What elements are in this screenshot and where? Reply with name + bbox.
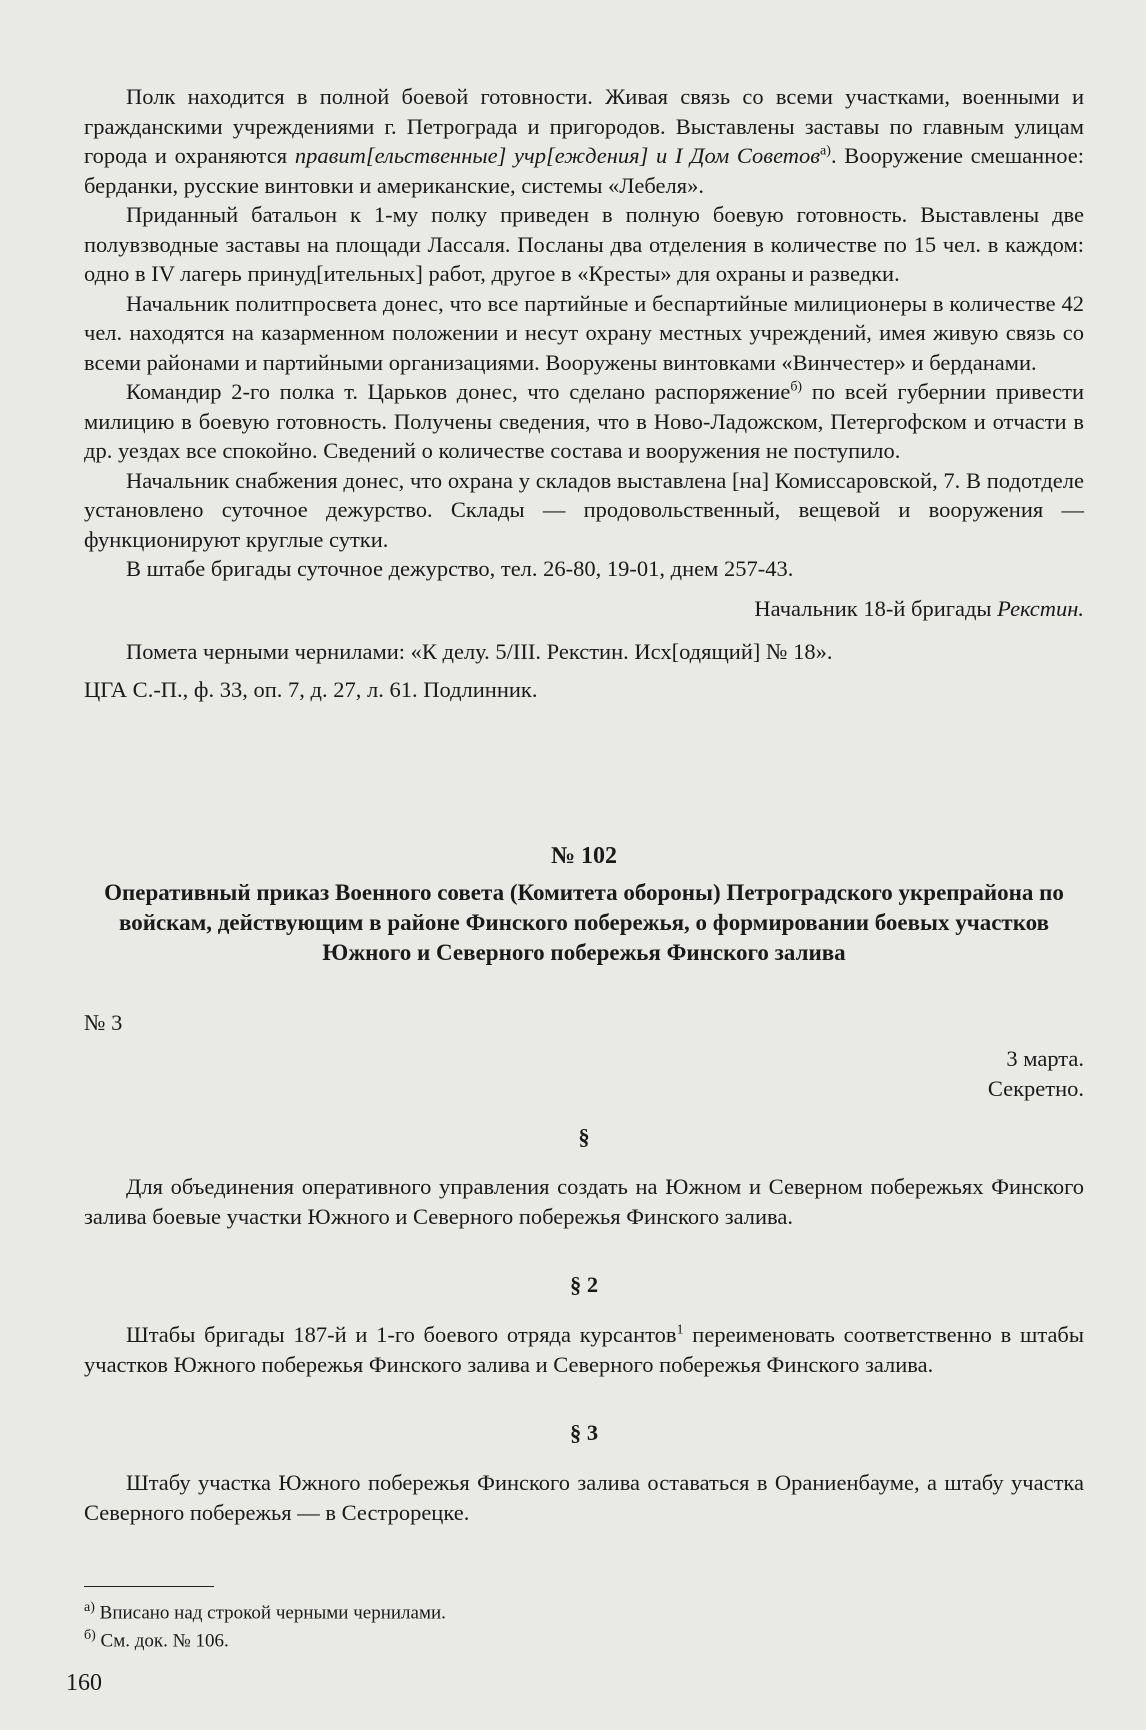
section-2-text: Штабы бригады 187-й и 1-го боевого отряда курсантов$^1$ переименовать соответственно в штабы участков Южного побережья Финского залива и Северного побережья Финского залива.	[84, 1322, 1084, 1377]
paragraph-5: Начальник снабжения донес, что охрана у складов выставлена [на] Комиссаровской, 7. В подотделе установлено суточное дежурство. Склады — продовольственный, вещевой и вооружения — функционируют круглые сутки.	[84, 467, 1084, 552]
section-3-text: Штабу участка Южного побережья Финского залива оставаться в Ораниенбауме, а штабу участка Северного побережья — в Сестрорецке.	[84, 1470, 1084, 1525]
footnote-b: $^{б)}$ См. док. № 106.	[84, 1628, 229, 1652]
paragraph-3: Начальник политпросвета донес, что все партийные и беспартийные милиционеры в количестве 42 чел. находятся на казарменном положении и несут охрану местных учреждений, имея живую связь со всеми районами и партийными организациями. Вооружены винтовками «Винчестер» и берданами.	[84, 290, 1084, 375]
paragraph-2: Приданный батальон к 1-му полку приведен в полную боевую готовность. Выставлены две полувзводные заставы на площади Лассаля. Посланы два отделения в количестве по 15 чел. в каждом: одно в IV лагерь принуд[ительных] работ, другое в «Кресты» для охраны и разведки.	[84, 202, 1084, 286]
section-2-heading: § 2	[569, 1272, 599, 1297]
archive-source: ЦГА С.-П., ф. 33, оп. 7, д. 27, л. 61. Подлинник.	[84, 676, 538, 702]
document-title: Оперативный приказ Военного совета (Комитета обороны) Петроградского укрепрайона по войскам, действующим в районе Финского побережья, о формировании боевых участков Южного и Северного побережья Финского залива	[104, 880, 1064, 965]
document-number: № 102	[550, 843, 618, 869]
page-number: 160	[66, 1670, 102, 1696]
paragraph-1: Полк находится в полной боевой готовности. Живая связь со всеми участками, военными и гражданскими учреждениями г. Петрограда и пригородов. Выставлены заставы по главным улицам города и охраняются правит[ельственные] учр[еждения] и I Дом Советов$^{а)}$. Вооружение смешанное: берданки, русские винтовки и американские, системы «Лебеля».	[84, 84, 1085, 198]
body-text-top	[84, 82, 1084, 704]
order-date: 3 марта.	[1006, 1046, 1084, 1071]
paragraph-6: В штабе бригады суточное дежурство, тел. 26-80, 19-01, днем 257-43.	[126, 556, 794, 581]
section-1-text: Для объединения оперативного управления создать на Южном и Северном побережьях Финского залива боевые участки Южного и Северного побережья Финского залива.	[84, 1174, 1084, 1229]
order-number: № 3	[84, 1010, 123, 1035]
footnote-a: $^{а)}$ Вписано над строкой черными чернилами.	[84, 1600, 446, 1624]
classification: Секретно.	[987, 1076, 1084, 1101]
signature: Начальник 18-й бригады Рекстин.	[754, 595, 1084, 621]
pometa-note: Помета черными чернилами: «К делу. 5/III. Рекстин. Исх[одящий] № 18».	[126, 639, 833, 664]
section-3-heading: § 3	[569, 1420, 599, 1445]
paragraph-4: Командир 2-го полка т. Царьков донес, что сделано распоряжение$^{б)}$ по всей губернии привести милицию в боевую готовность. Получены сведения, что в Ново-Ладожском, Петергофском и отчасти в др. уездах все спокойно. Сведений о количестве состава и вооружения не поступило.	[84, 379, 1084, 463]
section-1-heading: §	[578, 1124, 590, 1149]
footnote-divider	[84, 1586, 214, 1587]
